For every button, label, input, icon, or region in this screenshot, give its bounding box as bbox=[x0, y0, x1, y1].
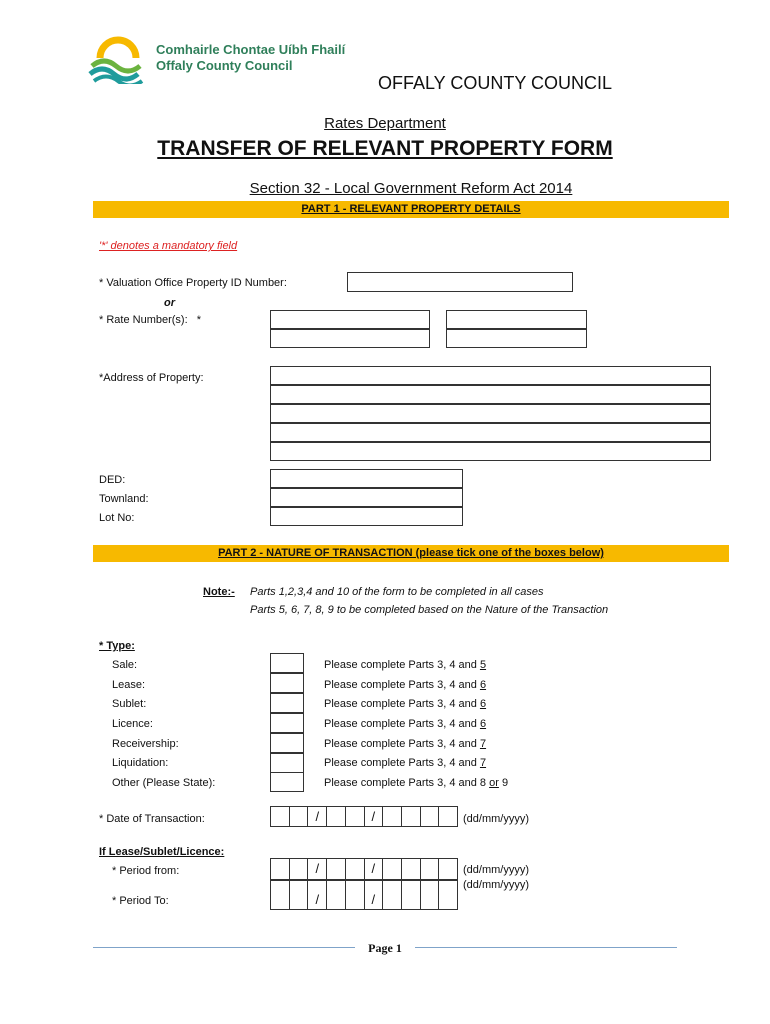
form-title: TRANSFER OF RELEVANT PROPERTY FORM bbox=[157, 137, 613, 160]
rate-number-field-1[interactable] bbox=[270, 310, 430, 329]
type-label: Lease: bbox=[112, 679, 146, 691]
date-of-transaction-label: * Date of Transaction: bbox=[99, 813, 205, 825]
type-instruction: Please complete Parts 3, 4 and 8 or 9 bbox=[324, 777, 509, 789]
date-format-hint: (dd/mm/yyyy) bbox=[463, 813, 529, 825]
type-checkbox-lease[interactable] bbox=[270, 673, 304, 693]
period-to-format-hint: (dd/mm/yyyy) bbox=[463, 879, 529, 891]
page-number: Page 1 bbox=[368, 941, 402, 955]
date-of-transaction-field[interactable]: / / bbox=[270, 806, 458, 827]
or-label: or bbox=[164, 297, 175, 309]
type-checkbox-liquidation[interactable] bbox=[270, 753, 304, 773]
logo-irish-name: Comhairle Chontae Uíbh Fhailí bbox=[156, 42, 346, 57]
type-checkbox-other[interactable] bbox=[270, 772, 304, 792]
townland-label: Townland: bbox=[99, 493, 149, 505]
type-checkbox-sale[interactable] bbox=[270, 653, 304, 673]
valuation-id-field[interactable] bbox=[347, 272, 573, 292]
note-label: Note:- bbox=[203, 586, 235, 598]
footer-rule-left bbox=[93, 947, 355, 948]
type-checkbox-receivership[interactable] bbox=[270, 733, 304, 753]
period-to-label: * Period To: bbox=[112, 895, 169, 907]
council-heading: OFFALY COUNTY COUNCIL bbox=[378, 73, 613, 93]
type-instruction: Please complete Parts 3, 4 and 6 bbox=[324, 718, 487, 730]
ded-label: DED: bbox=[99, 474, 126, 486]
lease-heading: If Lease/Sublet/Licence: bbox=[99, 846, 225, 858]
address-line-1[interactable] bbox=[270, 366, 711, 385]
type-label: Liquidation: bbox=[112, 757, 169, 769]
rate-number-label: * Rate Number(s): * bbox=[99, 314, 202, 326]
rate-number-field-2[interactable] bbox=[270, 329, 430, 348]
type-checkbox-licence[interactable] bbox=[270, 713, 304, 733]
type-instruction: Please complete Parts 3, 4 and 7 bbox=[324, 738, 487, 750]
department-heading: Rates Department bbox=[324, 115, 446, 132]
type-instruction: Please complete Parts 3, 4 and 7 bbox=[324, 757, 487, 769]
mandatory-note: '*' denotes a mandatory field bbox=[99, 240, 238, 252]
rate-number-field-4[interactable] bbox=[446, 329, 587, 348]
type-instruction: Please complete Parts 3, 4 and 5 bbox=[324, 659, 487, 671]
address-line-2[interactable] bbox=[270, 385, 711, 404]
council-logo bbox=[88, 34, 378, 86]
type-label: Sale: bbox=[112, 659, 138, 671]
type-label: Receivership: bbox=[112, 738, 179, 750]
logo-emblem-icon bbox=[88, 36, 150, 84]
type-instruction: Please complete Parts 3, 4 and 6 bbox=[324, 698, 487, 710]
period-from-label: * Period from: bbox=[112, 865, 180, 877]
footer-rule-right bbox=[415, 947, 677, 948]
type-label: Sublet: bbox=[112, 698, 147, 710]
type-label: Licence: bbox=[112, 718, 153, 730]
valuation-label: * Valuation Office Property ID Number: bbox=[99, 277, 287, 289]
type-checkbox-sublet[interactable] bbox=[270, 693, 304, 713]
address-line-3[interactable] bbox=[270, 404, 711, 423]
logo-english-name: Offaly County Council bbox=[156, 58, 293, 73]
note-line-1: Parts 1,2,3,4 and 10 of the form to be completed in all cases bbox=[250, 586, 544, 598]
lot-label: Lot No: bbox=[99, 512, 135, 524]
type-heading: * Type: bbox=[99, 640, 135, 652]
lot-field[interactable] bbox=[270, 507, 463, 526]
type-label: Other (Please State): bbox=[112, 777, 216, 789]
address-line-5[interactable] bbox=[270, 442, 711, 461]
note-line-2: Parts 5, 6, 7, 8, 9 to be completed based on the Nature of the Transaction bbox=[250, 604, 609, 616]
ded-field[interactable] bbox=[270, 469, 463, 488]
period-to-field[interactable]: / / bbox=[270, 880, 458, 910]
rate-number-field-3[interactable] bbox=[446, 310, 587, 329]
part1-bar: PART 1 - RELEVANT PROPERTY DETAILS bbox=[93, 201, 729, 218]
section-heading: Section 32 - Local Government Reform Act 2014 bbox=[249, 180, 573, 197]
part2-bar: PART 2 - NATURE OF TRANSACTION (please tick one of the boxes below) bbox=[93, 545, 729, 562]
period-from-field[interactable]: / / bbox=[270, 858, 458, 880]
period-from-format-hint: (dd/mm/yyyy) bbox=[463, 864, 529, 876]
type-instruction: Please complete Parts 3, 4 and 6 bbox=[324, 679, 487, 691]
townland-field[interactable] bbox=[270, 488, 463, 507]
address-line-4[interactable] bbox=[270, 423, 711, 442]
address-label: *Address of Property: bbox=[99, 372, 204, 384]
